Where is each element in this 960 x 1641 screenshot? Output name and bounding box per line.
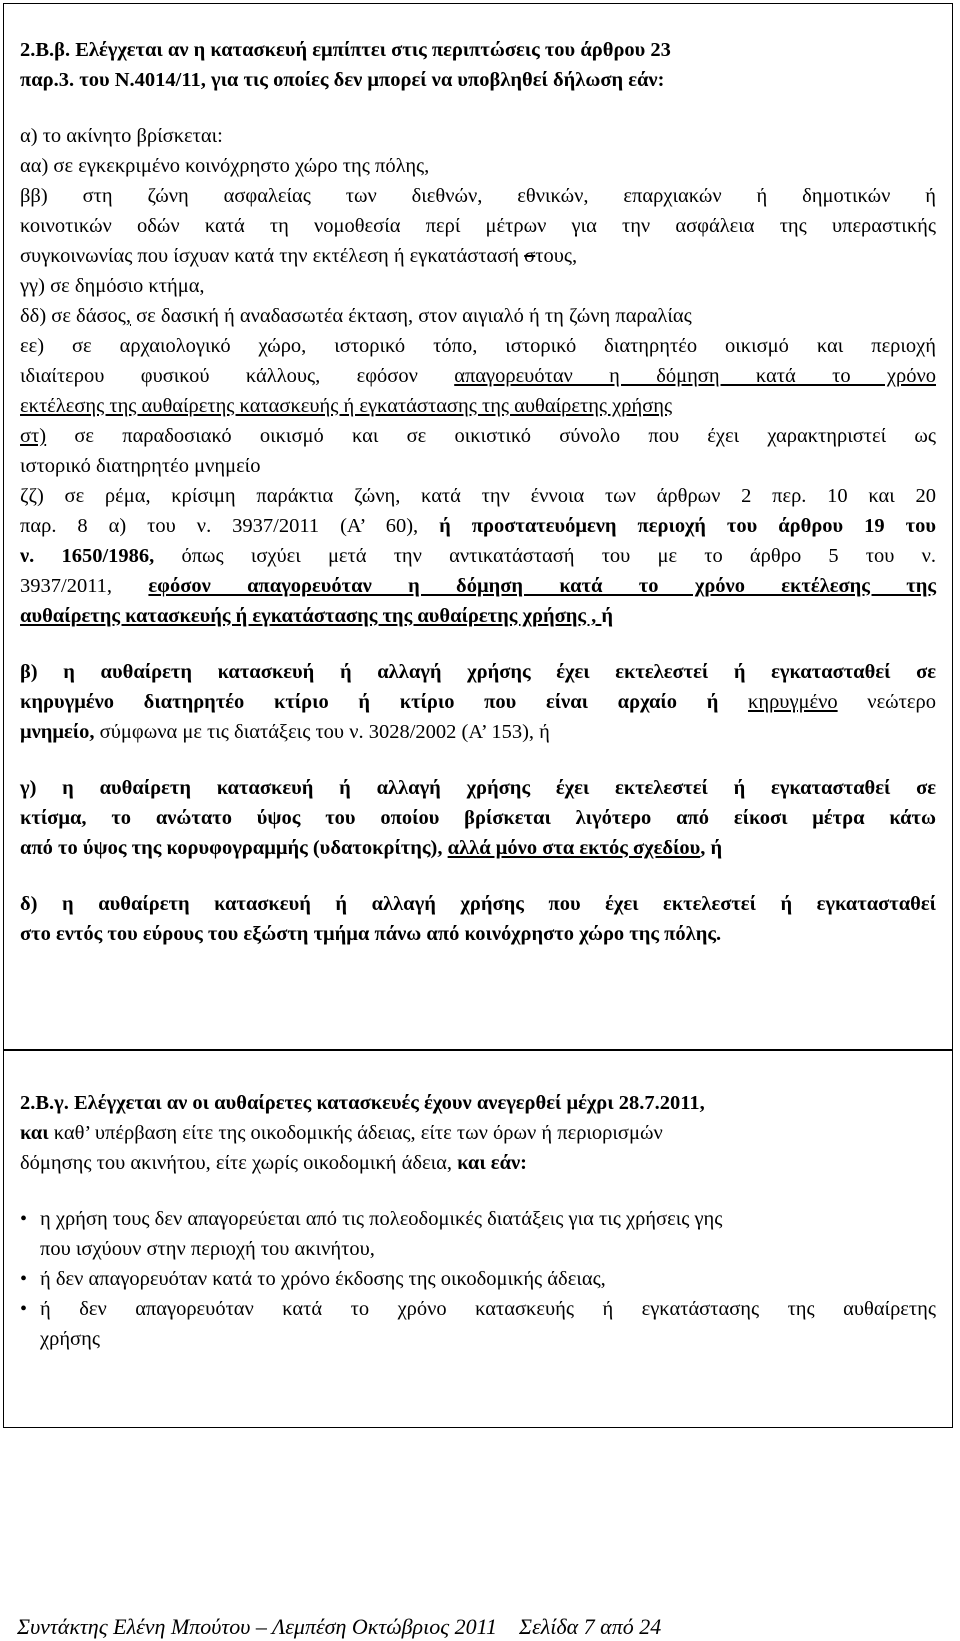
bullet-marker: •: [20, 1298, 28, 1320]
item-gg: γγ) σε δημόσιο κτήμα,: [20, 275, 205, 297]
item-g-line3: από το ύψος της κορυφογραμμής (υδατοκρίτης), αλλά μόνο στα εκτός σχεδίου, ή: [20, 837, 723, 859]
bullet-item-3-line2: χρήσης: [40, 1328, 100, 1350]
footer-page-number: Σελίδα 7 από 24: [519, 1614, 662, 1639]
item-d-line2: στο εντός του εύρους του εξώστη τμήμα πάνω από κοινόχρηστο χώρο της πόλης.: [20, 923, 722, 945]
section-text-line2: και καθ’ υπέρβαση είτε της οικοδομικής άδειας, είτε των όρων ή περιορισμών: [20, 1122, 663, 1144]
item-zz-line2: παρ. 8 α) του ν. 3937/2011 (Α’ 60), ή προστατευόμενη περιοχή του άρθρου 19 του: [20, 515, 936, 537]
section-heading-cont: παρ.3. του Ν.4014/11, για τις οποίες δεν μπορεί να υποβληθεί δήλωση εάν:: [20, 69, 665, 91]
bullet-item-3: ή δεν απαγορευόταν κατά το χρόνο κατασκευής ή εγκατάστασης της αυθαίρετης: [40, 1298, 936, 1320]
item-bb-line3: συγκοινωνίας που ίσχυαν κατά την εκτέλεση ή εγκατάστασή στους,: [20, 245, 578, 267]
section-heading: 2.Β.γ. Ελέγχεται αν οι αυθαίρετες κατασκευές έχουν ανεγερθεί μέχρι 28.7.2011,: [20, 1092, 705, 1114]
item-ee-line2: ιδιαίτερου φυσικού κάλλους, εφόσον απαγορευόταν η δόμηση κατά το χρόνο: [20, 365, 936, 387]
item-a-title: α) το ακίνητο βρίσκεται:: [20, 125, 223, 147]
bullet-marker: •: [20, 1208, 28, 1230]
section-2Bg-box: [3, 1050, 953, 1428]
item-st-line2: ιστορικό διατηρητέο μνημείο: [20, 455, 261, 477]
item-b-line2: κηρυγμένο διατηρητέο κτίριο ή κτίριο που είναι αρχαίο ή κηρυγμένο νεώτερο: [20, 691, 936, 713]
item-zz-line3: ν. 1650/1986, όπως ισχύει μετά την αντικατάστασή του με το άρθρο 5 του ν.: [20, 545, 936, 567]
item-g: γ) η αυθαίρετη κατασκευή ή αλλαγή χρήσης έχει εκτελεστεί ή εγκατασταθεί σε: [20, 777, 936, 799]
page-footer: [17, 1614, 661, 1640]
item-dd: δδ) σε δάσος, σε δασική ή αναδασωτέα έκταση, στον αιγιαλό ή τη ζώνη παραλίας: [20, 305, 692, 327]
bullet-item-2: ή δεν απαγορευόταν κατά το χρόνο έκδοσης της οικοδομικής άδειας,: [40, 1268, 606, 1290]
item-st: στ) σε παραδοσιακό οικισμό και σε οικιστικό σύνολο που έχει χαρακτηριστεί ως: [20, 425, 936, 447]
item-d: δ) η αυθαίρετη κατασκευή ή αλλαγή χρήσης που έχει εκτελεστεί ή εγκατασταθεί: [20, 893, 936, 915]
bullet-item-1-line2: που ισχύουν στην περιοχή του ακινήτου,: [40, 1238, 375, 1260]
item-ee-line3: εκτέλεσης της αυθαίρετης κατασκευής ή εγκατάστασης της αυθαίρετης χρήσης: [20, 395, 673, 417]
item-bb: ββ) στη ζώνη ασφαλείας των διεθνών, εθνικών, επαρχιακών ή δημοτικών ή: [20, 185, 936, 207]
section-heading: 2.Β.β. Ελέγχεται αν η κατασκευή εμπίπτει στις περιπτώσεις του άρθρου 23: [20, 39, 671, 61]
item-zz-line4: 3937/2011, εφόσον απαγορευόταν η δόμηση κατά το χρόνο εκτέλεσης της: [20, 575, 936, 597]
item-b-line3: μνημείο, σύμφωνα με τις διατάξεις του ν. 3028/2002 (Α’ 153), ή: [20, 721, 550, 743]
item-bb-line2: κοινοτικών οδών κατά τη νομοθεσία περί μέτρων για την ασφάλεια της υπεραστικής: [20, 215, 936, 237]
item-b: β) η αυθαίρετη κατασκευή ή αλλαγή χρήσης έχει εκτελεστεί ή εγκατασταθεί σε: [20, 661, 936, 683]
footer-author: Συντάκτης Ελένη Μπούτου – Λεμπέση Οκτώβριος 2011: [17, 1614, 498, 1639]
item-zz-line5: αυθαίρετης κατασκευής ή εγκατάστασης της αυθαίρετης χρήσης , ή: [20, 605, 614, 627]
item-zz: ζζ) σε ρέμα, κρίσιμη παράκτια ζώνη, κατά την έννοια των άρθρων 2 περ. 10 και 20: [20, 485, 936, 507]
item-g-line2: κτίσμα, το ανώτατο ύψος του οποίου βρίσκεται λιγότερο από είκοσι μέτρα κάτω: [20, 807, 936, 829]
section-2Bb-box: [3, 3, 953, 1050]
item-ee: εε) σε αρχαιολογικό χώρο, ιστορικό τόπο, ιστορικό διατηρητέο οικισμό και περιοχή: [20, 335, 936, 357]
section-text-line3: δόμησης του ακινήτου, είτε χωρίς οικοδομική άδεια, και εάν:: [20, 1152, 527, 1174]
bullet-marker: •: [20, 1268, 28, 1290]
bullet-item-1: η χρήση τους δεν απαγορεύεται από τις πολεοδομικές διατάξεις για τις χρήσεις γης: [40, 1208, 723, 1230]
item-aa: αα) σε εγκεκριμένο κοινόχρηστο χώρο της πόλης,: [20, 155, 430, 177]
